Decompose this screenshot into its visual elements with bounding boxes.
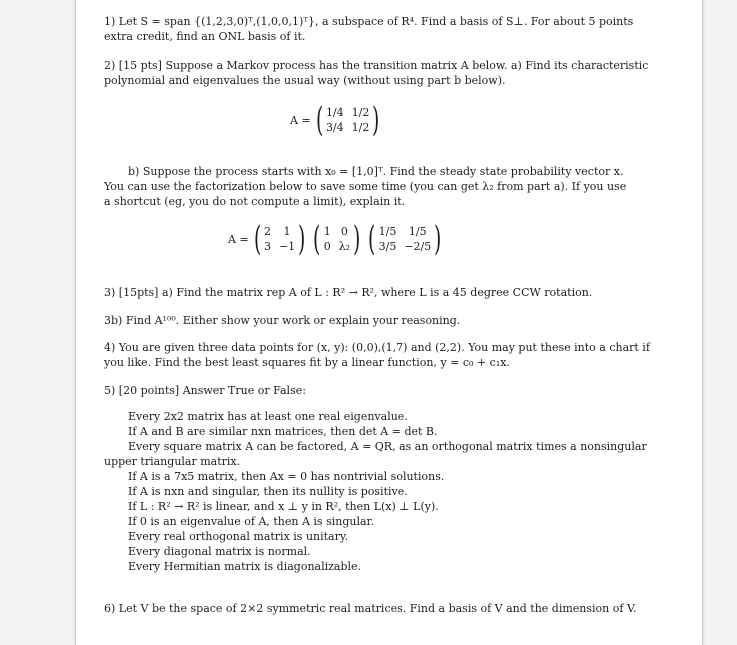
list-item: Every Hermitian matrix is diagonalizable. xyxy=(128,560,362,573)
matrix-cell: 3 xyxy=(263,239,271,253)
matrix-cell: 2 xyxy=(263,224,271,238)
factor-matrix-2: ( 1 0 0 λ₂ ) xyxy=(313,219,361,259)
factorization xyxy=(228,219,447,259)
question-6: 6) Let V be the space of 2×2 symmetric real matrices. Find a basis of V and the dimension of V. xyxy=(104,602,637,615)
document-page xyxy=(75,0,703,645)
question-4: 4) You are given three data points for (x, y): (0,0),(1,7) and (2,2). You may put these into a chart if you like. Find the best least squares fit by a linear function, y = c₀ + c₁x. xyxy=(104,341,650,369)
matrix-cell: −2/5 xyxy=(404,239,432,253)
matrix-grid xyxy=(326,106,369,135)
true-false-list xyxy=(104,409,652,574)
factor-matrix-1: ( 2 1 3 −1 ) xyxy=(253,219,306,259)
matrix-cell: 1/4 xyxy=(325,105,344,119)
matrix-cell: −1 xyxy=(278,239,296,253)
question-1: 1) Let S = span {(1,2,3,0)ᵀ,(1,0,0,1)ᵀ}, a subspace of R⁴. Find a basis of S⊥. For about 5 points extra credit, find an ONL basis of it. xyxy=(104,15,634,43)
list-item: If A and B are similar nxn matrices, then det A = det B. xyxy=(128,425,438,438)
question-2b: b) Suppose the process starts with x₀ = [1,0]ᵀ. Find the steady state probability vector x. You can use the factorization below to save some time (you can get λ₂ from part a). If you use a shortcut (eg, you do not compute a limit), explain it. xyxy=(104,165,627,208)
matrix-cell: 0 xyxy=(323,239,331,253)
list-item: Every real orthogonal matrix is unitary. xyxy=(128,530,349,543)
factor-label: A = xyxy=(228,232,249,246)
matrix-cell: 1 xyxy=(323,224,331,238)
question-5: 5) [20 points] Answer True or False: xyxy=(104,384,306,397)
matrix-cell: 1/2 xyxy=(351,120,370,134)
transition-matrix xyxy=(290,100,383,140)
matrix-cell: 1/2 xyxy=(351,105,370,119)
list-item: Every square matrix A can be factored, A = QR, as an orthogonal matrix times a nonsingular upper triangular matrix. xyxy=(104,440,647,468)
matrix-cell: 0 xyxy=(340,224,348,238)
left-paren: ( xyxy=(315,100,323,140)
matrix-cell: 3/5 xyxy=(378,239,397,253)
list-item: If A is a 7x5 matrix, then Ax = 0 has nontrivial solutions. xyxy=(128,470,445,483)
factor-matrix-3: ( 1/5 1/5 3/5 −2/5 ) xyxy=(368,219,442,259)
question-3b: 3b) Find A¹⁰⁰. Either show your work or explain your reasoning. xyxy=(104,314,461,327)
list-item: If 0 is an eigenvalue of A, then A is singular. xyxy=(128,515,375,528)
list-item: If L : R² → R² is linear, and x ⊥ y in R², then L(x) ⊥ L(y). xyxy=(128,500,439,513)
matrix-cell: 1 xyxy=(283,224,291,238)
right-paren: ) xyxy=(372,100,380,140)
matrix-label: A = xyxy=(290,113,311,127)
question-3: 3) [15pts] a) Find the matrix rep A of L : R² → R², where L is a 45 degree CCW rotation. xyxy=(104,286,593,299)
list-item: Every 2x2 matrix has at least one real eigenvalue. xyxy=(128,410,408,423)
list-item: If A is nxn and singular, then its nullity is positive. xyxy=(128,485,408,498)
matrix-cell: 3/4 xyxy=(325,120,344,134)
question-2: 2) [15 pts] Suppose a Markov process has the transition matrix A below. a) Find its characteristic polynomial and eigenvalues the usual way (without using part b below). xyxy=(104,59,649,87)
list-item: Every diagonal matrix is normal. xyxy=(128,545,311,558)
matrix-cell: 1/5 xyxy=(408,224,427,238)
matrix-cell: λ₂ xyxy=(338,239,351,253)
matrix-cell: 1/5 xyxy=(378,224,397,238)
